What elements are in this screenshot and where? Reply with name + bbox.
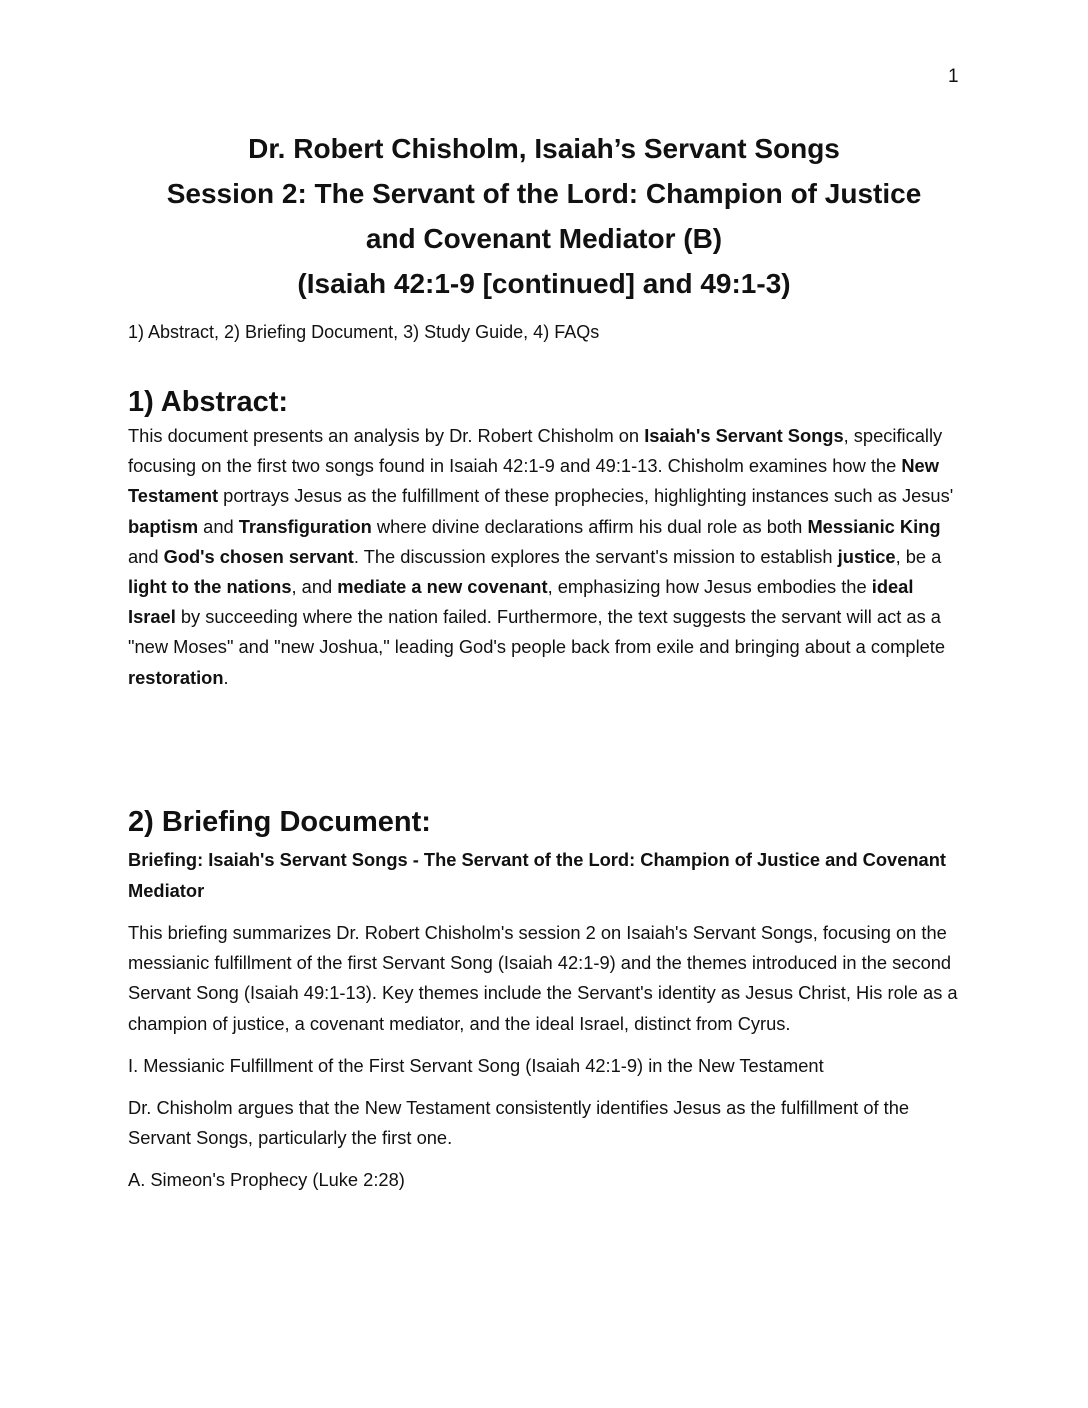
briefing-intro: This briefing summarizes Dr. Robert Chisholm's session 2 on Isaiah's Servant Songs, focusing on the messianic fulfillment of the first Servant Song (Isaiah 42:1-9) and the themes introduced in the second Servant Song (Isaiah 49:1-13). Key themes include the Servant's identity as Jesus Christ, His role as a champion of justice, a covenant mediator, and the ideal Israel, distinct from Cyrus. xyxy=(128,922,958,1034)
point-heading: A. Simeon's Prophecy (Luke 2:28) xyxy=(128,1169,405,1191)
bold-term: Messianic King xyxy=(807,515,941,537)
table-of-contents: 1) Abstract, 2) Briefing Document, 3) Study Guide, 4) FAQs xyxy=(128,322,600,342)
text-run: , specifically focusing on the first two songs found in Isaiah 42:1-9 and 49:1-13. Chisholm examines how the xyxy=(128,425,943,477)
briefing-section xyxy=(128,806,958,1196)
bold-term: ideal Israel xyxy=(128,576,914,628)
title-line: and Covenant Mediator (B) xyxy=(365,223,723,254)
text-run: , and xyxy=(291,576,338,598)
briefing-heading: 2) Briefing Document: xyxy=(128,806,431,838)
title-line: Dr. Robert Chisholm, Isaiah’s Servant Songs xyxy=(248,133,840,164)
bold-term: baptism xyxy=(128,515,199,537)
text-run: , emphasizing how Jesus embodies the xyxy=(547,576,872,598)
text-run: and xyxy=(128,545,164,567)
text-run: This document presents an analysis by Dr. Robert Chisholm on xyxy=(128,425,645,446)
abstract-body xyxy=(128,421,958,693)
page-number: 1 xyxy=(948,66,959,87)
bold-term: light to the nations xyxy=(128,576,292,598)
text-run: portrays Jesus as the fulfillment of these prophecies, highlighting instances such as Jesus' xyxy=(218,485,954,507)
bold-term: justice xyxy=(837,545,896,567)
bold-term: God's chosen servant xyxy=(163,545,354,567)
bold-term: restoration xyxy=(128,666,224,688)
text-run: where divine declarations affirm his dual role as both xyxy=(371,515,808,537)
text-run: by succeeding where the nation failed. Furthermore, the text suggests the servant will act as a "new Moses" and "new Joshua," leading God's people back from exile and bringing about a complete xyxy=(128,606,946,658)
briefing-subtitle: Briefing: Isaiah's Servant Songs - The Servant of the Lord: Champion of Justice and Covenant Mediator xyxy=(128,849,946,901)
bold-term: New Testament xyxy=(128,455,939,507)
bold-term: Isaiah's Servant Songs xyxy=(644,425,844,446)
abstract-section xyxy=(128,386,958,693)
bold-term: Transfiguration xyxy=(238,515,372,537)
briefing-paragraph: Dr. Chisholm argues that the New Testament consistently identifies Jesus as the fulfillment of the Servant Songs, particularly the first one. xyxy=(128,1097,910,1149)
text-run: . xyxy=(223,666,229,688)
text-run: and xyxy=(198,515,239,537)
document-title xyxy=(100,126,988,306)
text-run: , be a xyxy=(895,545,942,567)
title-line: Session 2: The Servant of the Lord: Champion of Justice xyxy=(166,178,922,209)
section-heading: I. Messianic Fulfillment of the First Servant Song (Isaiah 42:1-9) in the New Testament xyxy=(128,1054,824,1076)
text-run: . The discussion explores the servant's mission to establish xyxy=(353,545,838,567)
abstract-heading: 1) Abstract: xyxy=(128,386,289,418)
title-line: (Isaiah 42:1-9 [continued] and 49:1-3) xyxy=(297,268,791,299)
bold-term: mediate a new covenant xyxy=(337,576,548,598)
